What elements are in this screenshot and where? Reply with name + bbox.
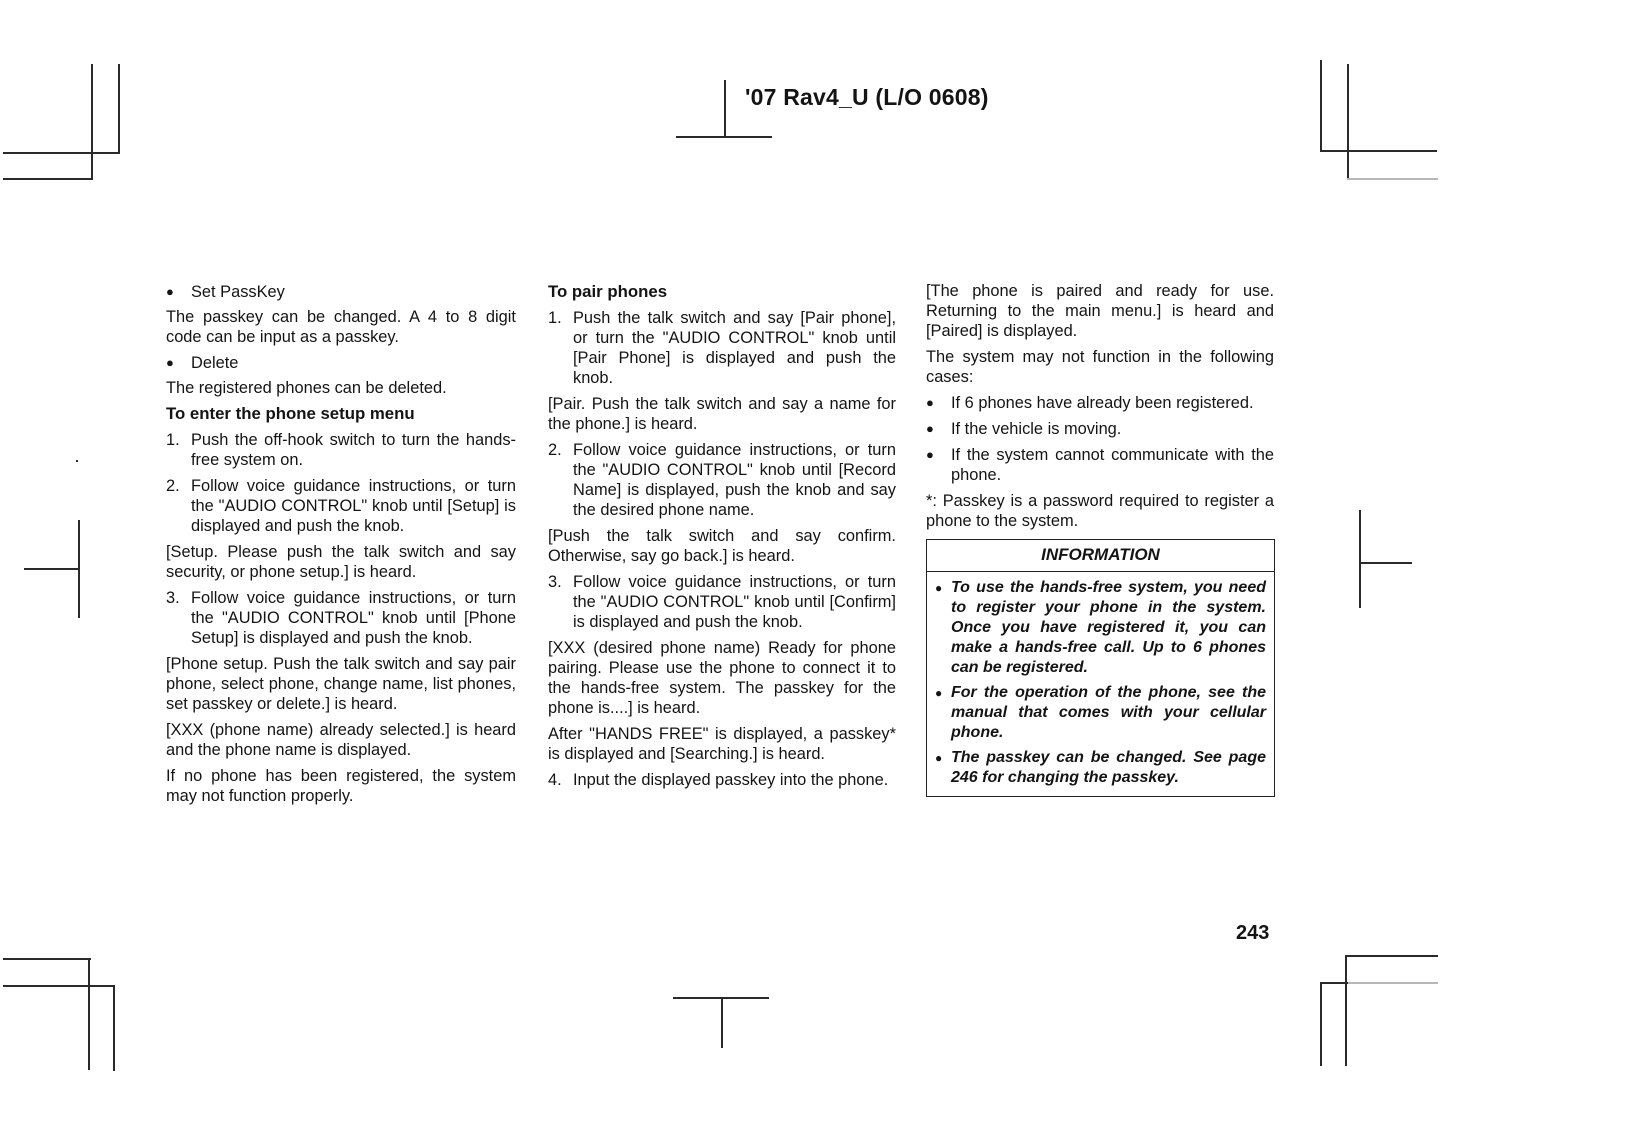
step-text: Push the talk switch and say [Pair phone], or turn the "AUDIO CONTROL" knob until [Pair Phone] is displayed and push the knob. [573, 309, 896, 387]
cases-intro: The system may not function in the following cases: [926, 348, 1274, 386]
information-title: INFORMATION [927, 540, 1274, 572]
step-item [166, 588, 516, 648]
step-number: 1. [548, 309, 562, 327]
middle-column [548, 282, 896, 796]
step-text: Follow voice guidance instructions, or turn the "AUDIO CONTROL" knob until [Record Name] is displayed, push the knob and say the desired phone name. [573, 441, 896, 519]
step-text: Push the off-hook switch to turn the hands-free system on. [191, 431, 516, 469]
right-column [926, 281, 1274, 797]
case-item: ● If 6 phones have already been registered. [926, 393, 1274, 413]
set-passkey-text: The passkey can be changed. A 4 to 8 digit code can be input as a passkey. [166, 308, 516, 346]
step-item [548, 770, 896, 790]
step-text: Input the displayed passkey into the phone. [573, 771, 889, 789]
step-number: 3. [548, 573, 562, 591]
step-number: 2. [548, 441, 562, 459]
section-heading-pair-phones: To pair phones [548, 282, 668, 301]
step-text: Follow voice guidance instructions, or turn the "AUDIO CONTROL" knob until [Setup] is displayed and push the knob. [191, 477, 516, 535]
information-box [926, 539, 1275, 797]
step-item [548, 572, 896, 632]
step-number: 3. [166, 589, 180, 607]
case-item: ● If the system cannot communicate with the phone. [926, 445, 1274, 485]
step-text: Follow voice guidance instructions, or turn the "AUDIO CONTROL" knob until [Phone Setup] is displayed and push the knob. [191, 589, 516, 647]
case-item: ● If the vehicle is moving. [926, 419, 1274, 439]
voice-prompt: After "HANDS FREE" is displayed, a passkey* is displayed and [Searching.] is heard. [548, 725, 896, 763]
step-number: 2. [166, 477, 180, 495]
information-item: ● The passkey can be changed. See page 246 for changing the passkey. [935, 748, 1266, 788]
step-item [166, 476, 516, 536]
information-body [927, 572, 1274, 796]
page-number: 243 [1236, 922, 1270, 944]
information-item: ● For the operation of the phone, see the manual that comes with your cellular phone. [935, 683, 1266, 743]
bullet-set-passkey: ● Set PassKey [166, 282, 516, 302]
step-item [548, 440, 896, 520]
voice-prompt: [XXX (desired phone name) Ready for phone pairing. Please use the phone to connect it to the hands-free system. The passkey for the phone is....] is heard. [548, 639, 896, 717]
voice-prompt: [Push the talk switch and say confirm. Otherwise, say go back.] is heard. [548, 527, 896, 565]
step-text: Follow voice guidance instructions, or turn the "AUDIO CONTROL" knob until [Confirm] is displayed and push the knob. [573, 573, 896, 631]
step-item [548, 308, 896, 388]
step-number: 1. [166, 431, 180, 449]
note-text: If no phone has been registered, the system may not function properly. [166, 767, 516, 805]
voice-prompt: [XXX (phone name) already selected.] is heard and the phone name is displayed. [166, 721, 516, 759]
left-column [166, 282, 516, 812]
section-heading-phone-setup: To enter the phone setup menu [166, 404, 415, 423]
step-item [166, 430, 516, 470]
voice-prompt: [The phone is paired and ready for use. Returning to the main menu.] is heard and [Paired] is displayed. [926, 282, 1274, 340]
step-number: 4. [548, 771, 562, 789]
voice-prompt: [Pair. Push the talk switch and say a name for the phone.] is heard. [548, 395, 896, 433]
delete-text: The registered phones can be deleted. [166, 379, 447, 397]
bullet-delete: ● Delete [166, 353, 516, 373]
footnote: *: Passkey is a password required to register a phone to the system. [926, 492, 1274, 530]
page-header-title: '07 Rav4_U (L/O 0608) [745, 84, 989, 110]
information-item: ● To use the hands-free system, you need to register your phone in the system. Once you have registered it, you can make a hands-free call. Up to 6 phones can be registered. [935, 578, 1266, 678]
stray-dot [76, 460, 78, 462]
voice-prompt: [Setup. Please push the talk switch and say security, or phone setup.] is heard. [166, 543, 516, 581]
voice-prompt: [Phone setup. Push the talk switch and say pair phone, select phone, change name, list phones, set passkey or delete.] is heard. [166, 655, 516, 713]
